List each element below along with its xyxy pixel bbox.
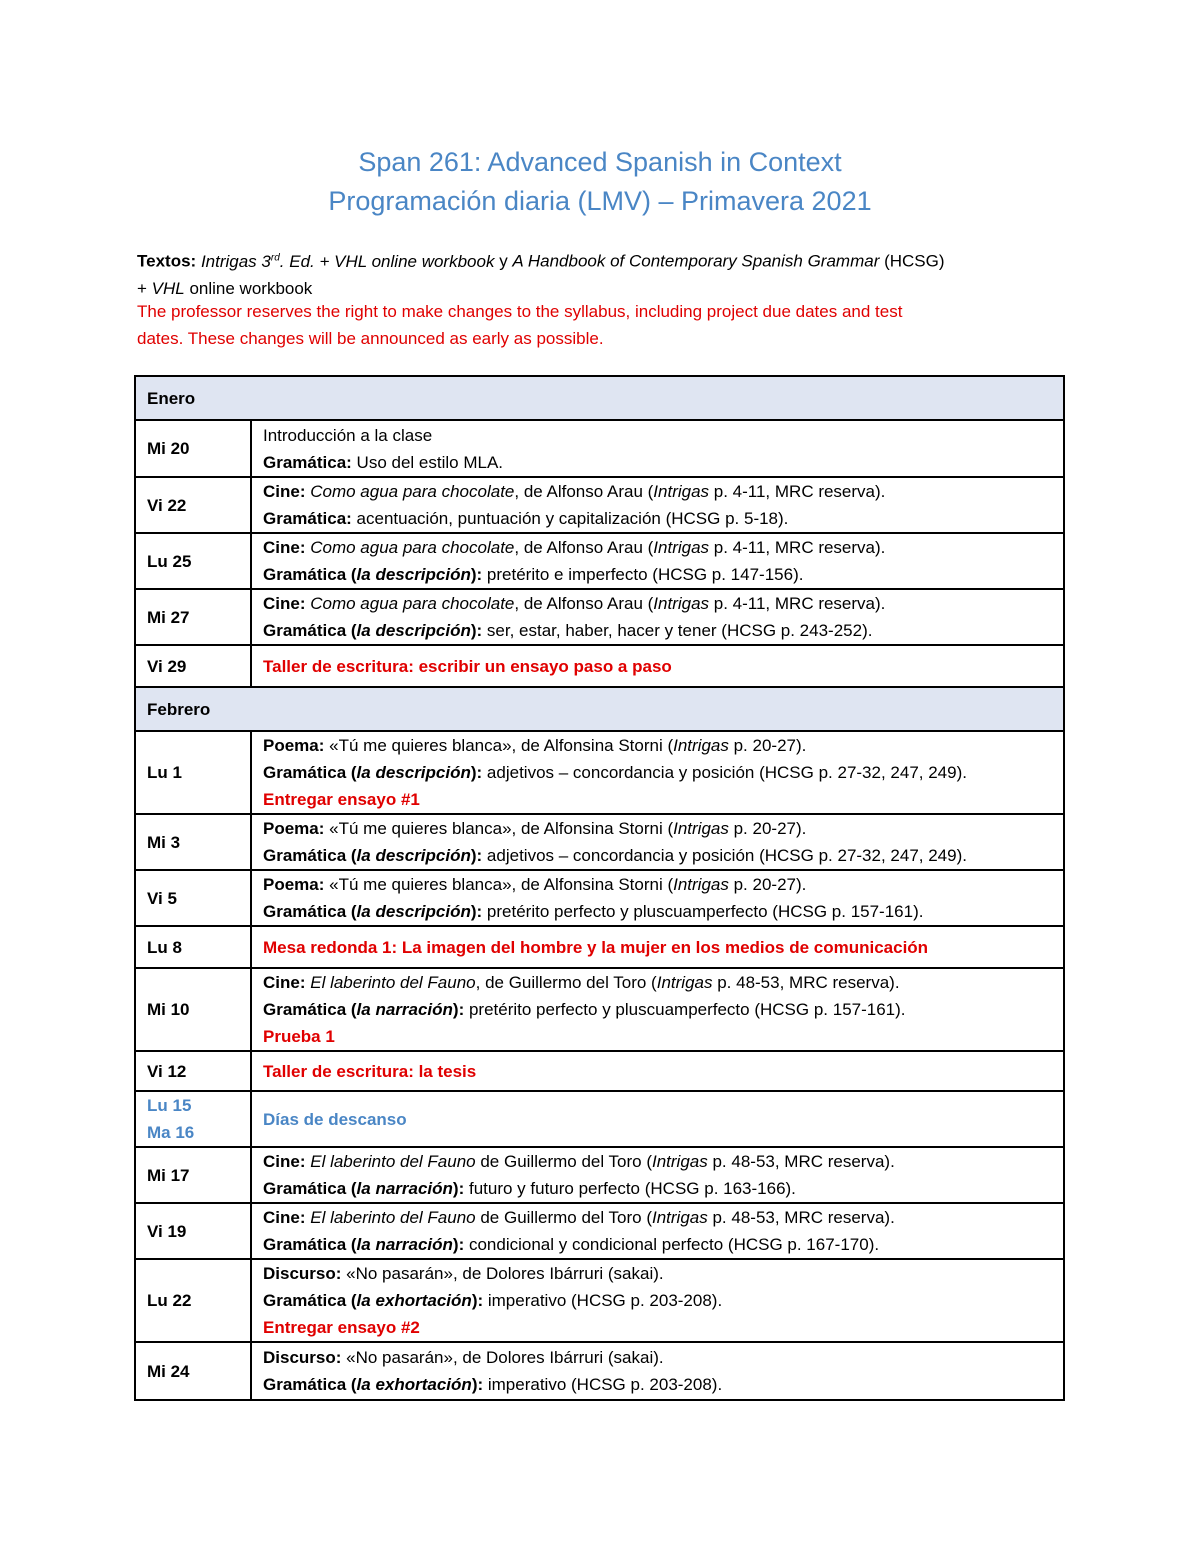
day-cell: Lu 1 (135, 731, 251, 814)
month-row-febrero (135, 687, 1064, 731)
day-cell: Vi 12 (135, 1051, 251, 1091)
table-row (135, 926, 1064, 968)
day-cell: Vi 29 (135, 645, 251, 687)
table-row (135, 1259, 1064, 1342)
day-cell: Lu 25 (135, 533, 251, 589)
day-cell: Mi 27 (135, 589, 251, 645)
table-row (135, 814, 1064, 870)
textbooks-line (137, 244, 1077, 302)
textbooks-line-2: + VHL online workbook (137, 278, 313, 298)
day-cell: Lu 8 (135, 926, 251, 968)
content-cell: Cine: El laberinto del Fauno, de Guillermo del Toro (Intrigas p. 48-53, MRC reserva). Gramática (la narración): pretérito perfecto y pluscuamperfecto (HCSG p. 157-161). Prueba 1 (251, 968, 1064, 1051)
alert-cell: Mesa redonda 1: La imagen del hombre y la mujer en los medios de comunicación (251, 926, 1064, 968)
due-alert: Entregar ensayo #2 (263, 1318, 420, 1337)
content-cell: Cine: Como agua para chocolate, de Alfonso Arau (Intrigas p. 4-11, MRC reserva). Gramática: acentuación, puntuación y capitalización (HCSG p. 5-18). (251, 477, 1064, 533)
textos-label: Textos: (137, 251, 197, 271)
alert-cell: Taller de escritura: escribir un ensayo paso a paso (251, 645, 1064, 687)
content-cell: Cine: El laberinto del Fauno de Guillermo del Toro (Intrigas p. 48-53, MRC reserva). Gramática (la narración): condicional y condicional perfecto (HCSG p. 167-170). (251, 1203, 1064, 1259)
quiz-alert: Prueba 1 (263, 1027, 335, 1046)
day-cell: Mi 3 (135, 814, 251, 870)
month-label: Febrero (135, 687, 1064, 731)
holiday-cell: Días de descanso (251, 1091, 1064, 1147)
content-cell: Discurso: «No pasarán», de Dolores Ibárruri (sakai). Gramática (la exhortación): imperativo (HCSG p. 203-208). Entregar ensayo #2 (251, 1259, 1064, 1342)
book-intrigas: Intrigas 3rd. Ed. + VHL online workbook (200, 251, 495, 271)
alert-cell: Taller de escritura: la tesis (251, 1051, 1064, 1091)
day-cell: Mi 20 (135, 420, 251, 477)
conjunction: y (494, 251, 513, 271)
table-row (135, 420, 1064, 477)
table-row (135, 1342, 1064, 1400)
book-abbr: (HCSG) (879, 251, 945, 271)
document-subtitle: Programación diaria (LMV) – Primavera 2021 (328, 186, 872, 216)
table-row (135, 645, 1064, 687)
table-row (135, 1051, 1064, 1091)
day-cell: Lu 22 (135, 1259, 251, 1342)
day-cell: Mi 17 (135, 1147, 251, 1203)
table-row (135, 1203, 1064, 1259)
content-cell: Discurso: «No pasarán», de Dolores Ibárruri (sakai). Gramática (la exhortación): imperativo (HCSG p. 203-208). (251, 1342, 1064, 1400)
month-label: Enero (135, 376, 1064, 420)
day-cell: Vi 22 (135, 477, 251, 533)
document-title: Span 261: Advanced Spanish in Context (358, 147, 842, 177)
schedule-table (134, 375, 1065, 1401)
content-cell: Cine: Como agua para chocolate, de Alfonso Arau (Intrigas p. 4-11, MRC reserva). Gramática (la descripción): pretérito e imperfecto (HCSG p. 147-156). (251, 533, 1064, 589)
table-row (135, 870, 1064, 926)
table-row (135, 968, 1064, 1051)
day-cell: Lu 15 Ma 16 (135, 1091, 251, 1147)
day-cell: Vi 19 (135, 1203, 251, 1259)
table-row (135, 1147, 1064, 1203)
day-cell: Vi 5 (135, 870, 251, 926)
month-row-enero (135, 376, 1064, 420)
book-handbook: A Handbook of Contemporary Spanish Grammar (512, 251, 880, 271)
table-row (135, 589, 1064, 645)
content-cell: Cine: El laberinto del Fauno de Guillermo del Toro (Intrigas p. 48-53, MRC reserva). Gramática (la narración): futuro y futuro perfecto (HCSG p. 163-166). (251, 1147, 1064, 1203)
table-row (135, 731, 1064, 814)
day-cell: Mi 24 (135, 1342, 251, 1400)
table-row (135, 533, 1064, 589)
content-cell: Introducción a la clase Gramática: Uso del estilo MLA. (251, 420, 1064, 477)
due-alert: Entregar ensayo #1 (263, 790, 420, 809)
syllabus-notice: The professor reserves the right to make changes to the syllabus, including project due dates and test dates. These changes will be announced as early as possible. (137, 302, 903, 348)
table-row (135, 1091, 1064, 1147)
table-row (135, 477, 1064, 533)
content-cell: Poema: «Tú me quieres blanca», de Alfonsina Storni (Intrigas p. 20-27). Gramática (la descripción): adjetivos – concordancia y posición (HCSG p. 27-32, 247, 249). (251, 814, 1064, 870)
content-cell: Poema: «Tú me quieres blanca», de Alfonsina Storni (Intrigas p. 20-27). Gramática (la descripción): pretérito perfecto y pluscuamperfecto (HCSG p. 157-161). (251, 870, 1064, 926)
content-cell: Cine: Como agua para chocolate, de Alfonso Arau (Intrigas p. 4-11, MRC reserva). Gramática (la descripción): ser, estar, haber, hacer y tener (HCSG p. 243-252). (251, 589, 1064, 645)
day-cell: Mi 10 (135, 968, 251, 1051)
content-cell: Poema: «Tú me quieres blanca», de Alfonsina Storni (Intrigas p. 20-27). Gramática (la descripción): adjetivos – concordancia y posición (HCSG p. 27-32, 247, 249). Entregar ensayo #1 (251, 731, 1064, 814)
